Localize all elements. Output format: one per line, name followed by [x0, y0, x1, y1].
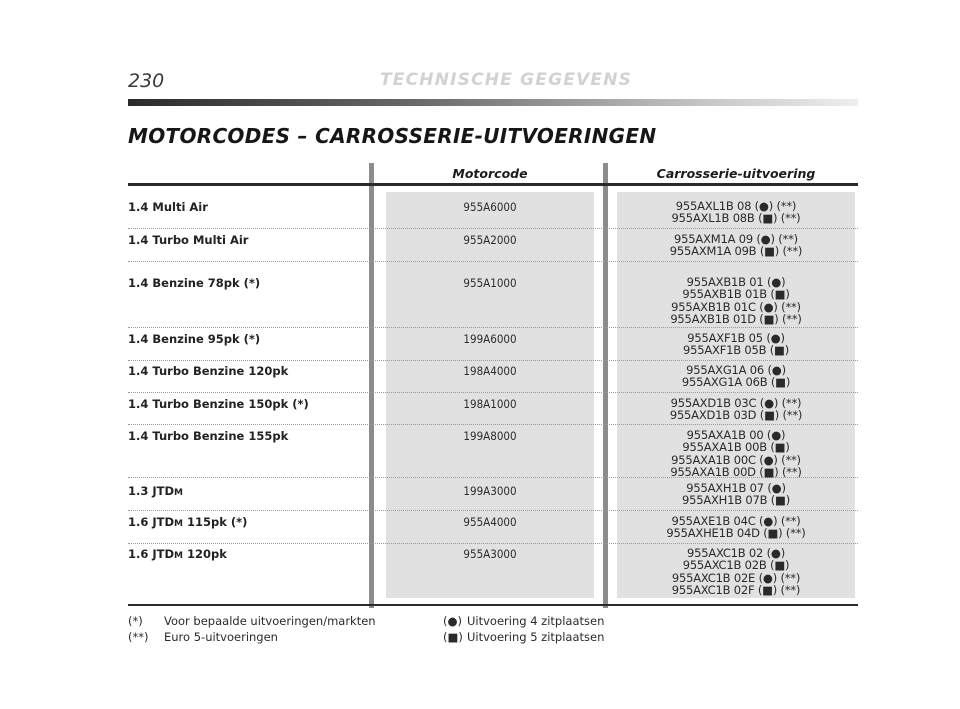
footnote-optional-markets	[128, 614, 376, 628]
engine-code: 955A6000	[463, 200, 517, 214]
engine-code: 199A8000	[463, 429, 517, 443]
engine-code: 955A1000	[463, 276, 517, 290]
footnote-symbol: (●)	[443, 614, 463, 628]
engine-label-main: 1.6 JTD	[128, 547, 175, 561]
engine-code: 199A6000	[463, 332, 517, 346]
body-version-code: 955AXA1B 00C (●) (**)	[671, 452, 801, 467]
engine-code: 199A3000	[463, 484, 517, 498]
body-version-code: 955AXM1A 09 (●) (**)	[674, 232, 798, 246]
footnote-text: Euro 5-uitvoeringen	[164, 630, 278, 644]
footnote-symbol: (*)	[128, 614, 143, 628]
body-version-code: 955AXH1B 07B (■)	[681, 493, 791, 508]
page-number: 230	[128, 70, 165, 92]
engine-label: 1.4 Turbo Benzine 120pk	[128, 364, 289, 378]
engine-label: 1.4 Turbo Multi Air	[128, 233, 249, 247]
row-separator	[128, 543, 858, 544]
row-separator	[128, 510, 858, 511]
column-divider-left	[369, 163, 374, 608]
body-version-code: 955AXB1B 01B (■)	[682, 287, 790, 302]
body-version-code: 955AXM1A 09B (■) (**)	[669, 244, 803, 259]
engine-code: 955A3000	[463, 547, 517, 561]
body-version-code: 955AXD1B 03D (■) (**)	[669, 408, 803, 423]
footnote-symbol: (■)	[443, 630, 463, 644]
body-version-code: 955AXC1B 02B (■)	[682, 558, 790, 573]
body-version-code: 955AXL1B 08 (●) (**)	[675, 199, 797, 213]
column-header-engine-code: Motorcode	[452, 166, 528, 181]
body-version-code: 955AXF1B 05B (■)	[683, 343, 789, 358]
row-separator	[128, 228, 858, 229]
body-version-code: 955AXB1B 01 (●)	[686, 275, 786, 289]
body-version-cell	[617, 397, 855, 422]
engine-code: 198A1000	[463, 397, 517, 411]
engine-label: 1.4 Benzine 78pk (*)	[128, 276, 261, 290]
row-separator	[128, 327, 858, 328]
body-version-cell	[617, 515, 855, 540]
column-header-body-version: Carrosserie-uitvoering	[656, 166, 816, 181]
engine-label-rest: 115pk (*)	[183, 515, 248, 529]
engine-code-column-band	[386, 192, 594, 598]
body-version-cell	[617, 482, 855, 507]
header-underline	[128, 183, 858, 186]
column-divider-right	[603, 163, 608, 608]
footnote-4-seats	[443, 614, 604, 628]
engine-label-smallcaps: M	[174, 519, 184, 529]
engine-label	[128, 515, 247, 529]
engine-label: 1.4 Benzine 95pk (*)	[128, 332, 261, 346]
footnote-euro5	[128, 630, 278, 644]
body-version-code: 955AXG1A 06B (■)	[681, 375, 791, 390]
row-separator	[128, 261, 858, 262]
row-separator	[128, 424, 858, 425]
body-version-cell	[617, 547, 855, 596]
body-version-code: 955AXC1B 02 (●)	[686, 546, 786, 560]
header-rule	[128, 99, 858, 106]
running-title: TECHNISCHE GEGEVENS	[380, 70, 633, 90]
footnote-text: Uitvoering 5 zitplaatsen	[467, 630, 605, 644]
body-version-cell	[617, 364, 855, 389]
body-version-code: 955AXH1B 07 (●)	[686, 481, 786, 495]
footnote-text: Voor bepaalde uitvoeringen/markten	[164, 614, 376, 628]
body-version-cell	[617, 429, 855, 478]
engine-label-rest: 120pk	[183, 547, 227, 561]
body-version-code: 955AXA1B 00 (●)	[686, 428, 786, 442]
table-bottom-rule	[128, 604, 858, 606]
body-version-code: 955AXA1B 00D (■) (**)	[670, 464, 802, 479]
body-version-cell	[617, 200, 855, 225]
body-version-code: 955AXG1A 06 (●)	[686, 363, 786, 377]
body-version-cell	[617, 332, 855, 357]
engine-label	[128, 547, 227, 561]
footnote-symbol: (**)	[128, 630, 149, 644]
engine-label-main: 1.3 JTD	[128, 484, 175, 498]
engine-label: 1.4 Turbo Benzine 155pk	[128, 429, 289, 443]
engine-label: 1.4 Multi Air	[128, 200, 208, 214]
body-version-code: 955AXF1B 05 (●)	[687, 331, 785, 345]
engine-label: 1.4 Turbo Benzine 150pk (*)	[128, 397, 309, 411]
body-version-code: 955AXC1B 02F (■) (**)	[671, 582, 801, 597]
body-version-code: 955AXD1B 03C (●) (**)	[670, 396, 802, 410]
engine-code: 955A4000	[463, 515, 517, 529]
footnote-text: Uitvoering 4 zitplaatsen	[467, 614, 605, 628]
body-version-cell	[617, 276, 855, 325]
body-version-code: 955AXB1B 01C (●) (**)	[671, 299, 801, 314]
footnote-5-seats	[443, 630, 604, 644]
engine-code: 955A2000	[463, 233, 517, 247]
row-separator	[128, 392, 858, 393]
engine-label-smallcaps: M	[174, 488, 184, 498]
engine-label-smallcaps: M	[174, 551, 184, 561]
body-version-code: 955AXC1B 02E (●) (**)	[671, 570, 801, 585]
body-version-cell	[617, 233, 855, 258]
body-version-code: 955AXE1B 04C (●) (**)	[671, 514, 801, 528]
engine-label	[128, 484, 183, 498]
engine-label-main: 1.6 JTD	[128, 515, 175, 529]
section-title: MOTORCODES – CARROSSERIE-UITVOERINGEN	[128, 124, 657, 148]
body-version-code: 955AXHE1B 04D (■) (**)	[666, 526, 806, 541]
body-version-code: 955AXB1B 01D (■) (**)	[670, 311, 802, 326]
body-version-code: 955AXA1B 00B (■)	[682, 440, 790, 455]
body-version-code: 955AXL1B 08B (■) (**)	[671, 211, 801, 226]
row-separator	[128, 360, 858, 361]
engine-code: 198A4000	[463, 364, 517, 378]
